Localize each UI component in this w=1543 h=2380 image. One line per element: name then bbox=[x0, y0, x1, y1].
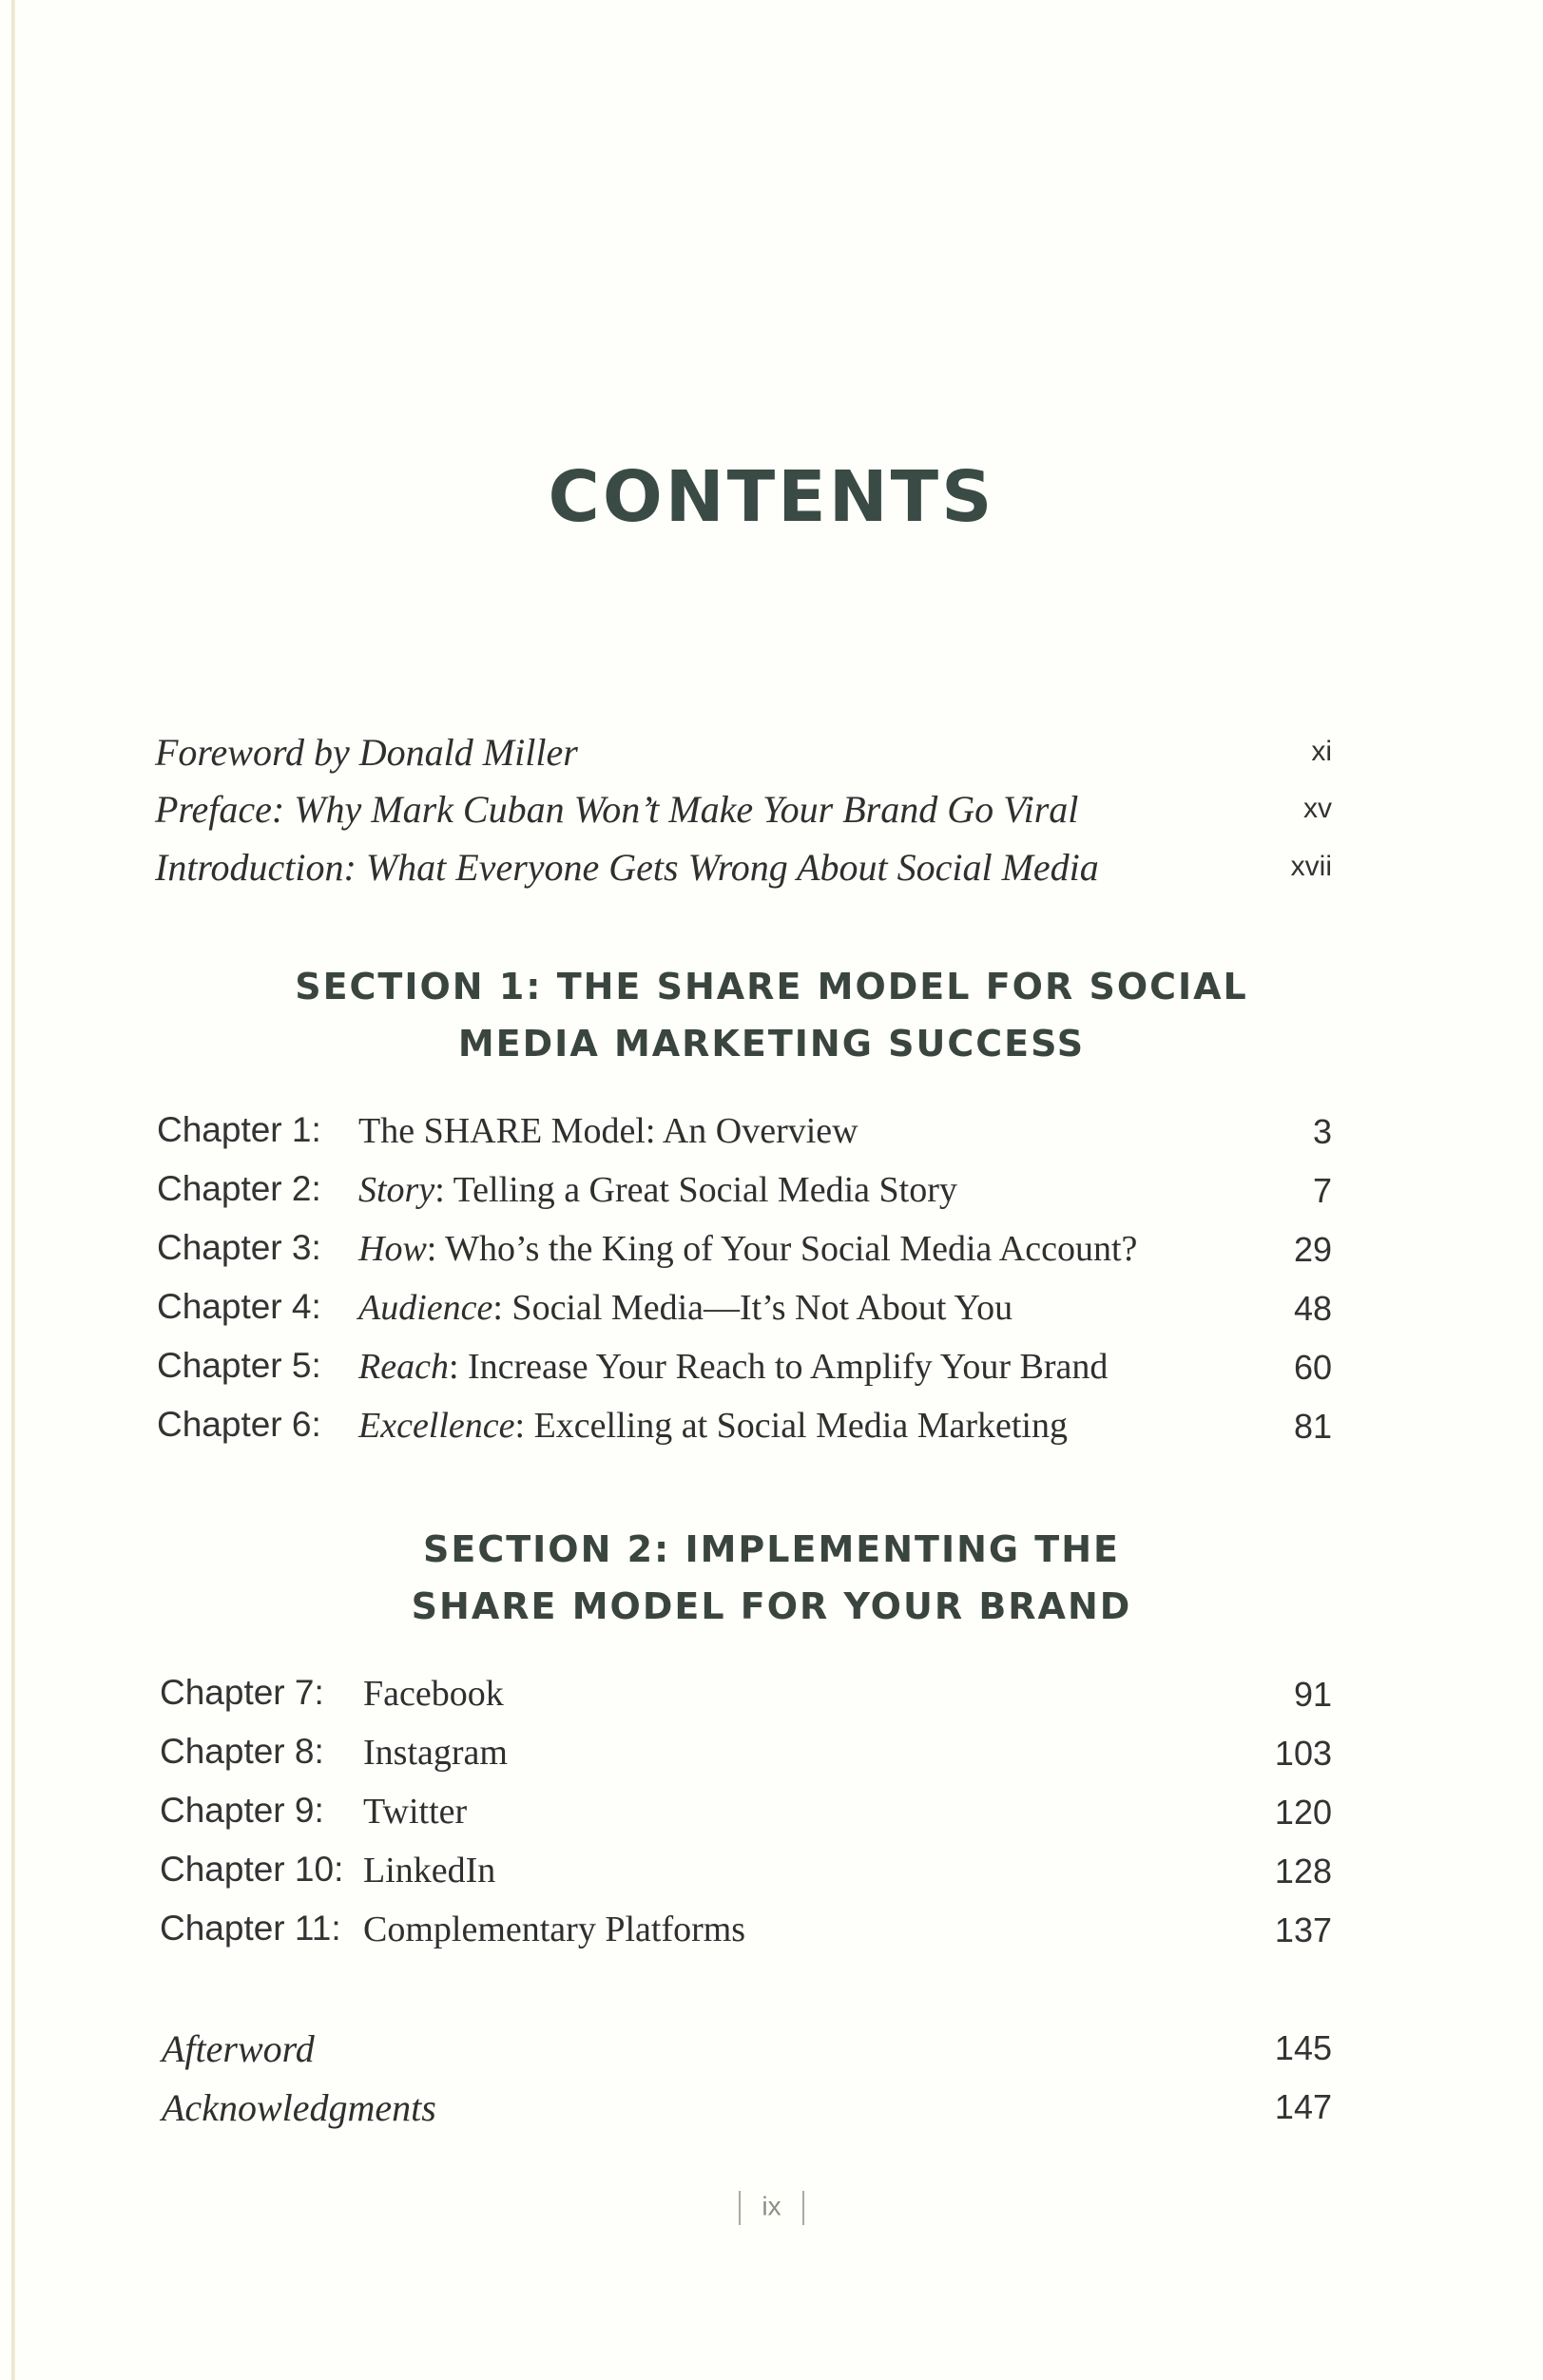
toc-entry-page: 145 bbox=[1274, 2028, 1332, 2067]
folio-divider-left bbox=[739, 2191, 741, 2225]
chapter-page: 128 bbox=[1274, 1852, 1332, 1891]
toc-chapter-11[interactable] bbox=[0, 1909, 1543, 1966]
toc-entry-title: Acknowledgments bbox=[162, 2086, 436, 2129]
chapter-page: 3 bbox=[1312, 1112, 1332, 1151]
chapter-keyword: Audience bbox=[358, 1288, 493, 1328]
toc-entry-title: Foreword by Donald Miller bbox=[155, 731, 578, 774]
chapter-page: 137 bbox=[1274, 1910, 1332, 1949]
toc-entry-title: Preface: Why Mark Cuban Won’t Make Your Brand Go Viral bbox=[155, 788, 1079, 831]
chapter-label: Chapter 8: bbox=[160, 1732, 324, 1771]
toc-entry-acknowledgments[interactable] bbox=[0, 2085, 1543, 2142]
toc-entry-foreword[interactable] bbox=[0, 730, 1543, 787]
chapter-keyword: Story bbox=[358, 1170, 435, 1210]
toc-chapter-7[interactable] bbox=[0, 1673, 1543, 1730]
toc-chapter-10[interactable] bbox=[0, 1850, 1543, 1907]
toc-chapter-4[interactable] bbox=[0, 1287, 1543, 1344]
chapter-title bbox=[358, 1405, 1068, 1447]
chapter-page: 81 bbox=[1293, 1407, 1332, 1446]
section-2-heading bbox=[0, 1521, 1543, 1635]
page-title: CONTENTS bbox=[548, 455, 995, 538]
chapter-title bbox=[358, 1169, 957, 1211]
chapter-page: 120 bbox=[1274, 1793, 1332, 1832]
chapter-title-text: Complementary Platforms bbox=[363, 1910, 746, 1949]
chapter-label: Chapter 2: bbox=[157, 1169, 321, 1208]
toc-chapter-1[interactable] bbox=[0, 1110, 1543, 1167]
chapter-keyword: Excellence bbox=[358, 1406, 515, 1446]
toc-chapter-5[interactable] bbox=[0, 1346, 1543, 1403]
chapter-title-text: : Social Media—It’s Not About You bbox=[492, 1288, 1013, 1328]
toc-entry-page: 147 bbox=[1274, 2087, 1332, 2126]
chapter-label: Chapter 7: bbox=[160, 1673, 324, 1712]
toc-entry-preface[interactable] bbox=[0, 787, 1543, 844]
page-number-text: ix bbox=[762, 2191, 781, 2221]
toc-entry-introduction[interactable] bbox=[0, 845, 1543, 902]
toc-chapter-8[interactable] bbox=[0, 1732, 1543, 1789]
toc-chapter-2[interactable] bbox=[0, 1169, 1543, 1226]
chapter-keyword: Reach bbox=[358, 1347, 449, 1387]
toc-chapter-9[interactable] bbox=[0, 1791, 1543, 1848]
chapter-title bbox=[363, 1850, 495, 1891]
section-heading-line: SECTION 1: THE SHARE MODEL FOR SOCIAL bbox=[295, 966, 1248, 1008]
section-heading-line: MEDIA MARKETING SUCCESS bbox=[457, 1023, 1086, 1065]
chapter-page: 29 bbox=[1293, 1230, 1332, 1269]
chapter-label: Chapter 9: bbox=[160, 1791, 324, 1830]
chapter-page: 7 bbox=[1312, 1171, 1332, 1210]
section-1-heading bbox=[0, 958, 1543, 1072]
toc-entry-afterword[interactable] bbox=[0, 2026, 1543, 2083]
chapter-title-text: Twitter bbox=[363, 1792, 468, 1832]
folio-divider-right bbox=[802, 2191, 804, 2225]
toc-entry-page: xvii bbox=[1290, 851, 1332, 882]
toc-entry-page: xv bbox=[1303, 793, 1332, 824]
chapter-title bbox=[358, 1287, 1013, 1329]
chapter-title-text: LinkedIn bbox=[363, 1851, 496, 1891]
section-heading-line: SECTION 2: IMPLEMENTING THE bbox=[423, 1528, 1120, 1570]
chapter-label: Chapter 6: bbox=[157, 1405, 321, 1444]
chapter-title-text: : Excelling at Social Media Marketing bbox=[514, 1406, 1068, 1446]
chapter-title-text: : Telling a Great Social Media Story bbox=[434, 1170, 957, 1210]
chapter-label: Chapter 11: bbox=[160, 1909, 341, 1948]
chapter-title bbox=[363, 1673, 504, 1715]
chapter-page: 91 bbox=[1293, 1675, 1332, 1714]
chapter-label: Chapter 3: bbox=[157, 1228, 321, 1267]
chapter-label: Chapter 5: bbox=[157, 1346, 321, 1385]
page-number bbox=[0, 2191, 1543, 2225]
chapter-keyword: How bbox=[358, 1229, 427, 1269]
chapter-label: Chapter 1: bbox=[157, 1110, 321, 1149]
chapter-title-text: Facebook bbox=[363, 1674, 504, 1714]
chapter-label: Chapter 10: bbox=[160, 1850, 344, 1889]
chapter-page: 48 bbox=[1293, 1289, 1332, 1328]
chapter-title bbox=[358, 1228, 1137, 1270]
chapter-title-text: Instagram bbox=[363, 1733, 508, 1773]
chapter-title bbox=[363, 1732, 508, 1774]
chapter-title-text: : Increase Your Reach to Amplify Your Brand bbox=[448, 1347, 1109, 1387]
chapter-page: 103 bbox=[1274, 1734, 1332, 1773]
toc-entry-page: xi bbox=[1311, 736, 1332, 767]
section-heading-line: SHARE MODEL FOR YOUR BRAND bbox=[411, 1585, 1132, 1627]
toc-entry-title: Afterword bbox=[162, 2027, 315, 2070]
chapter-title-text: The SHARE Model: An Overview bbox=[358, 1111, 858, 1151]
toc-chapter-3[interactable] bbox=[0, 1228, 1543, 1285]
chapter-title bbox=[363, 1909, 745, 1950]
toc-entry-title: Introduction: What Everyone Gets Wrong About Social Media bbox=[155, 846, 1099, 889]
chapter-page: 60 bbox=[1293, 1348, 1332, 1387]
chapter-title bbox=[358, 1110, 858, 1152]
chapter-title bbox=[363, 1791, 467, 1833]
chapter-title bbox=[358, 1346, 1108, 1388]
chapter-label: Chapter 4: bbox=[157, 1287, 321, 1326]
toc-chapter-6[interactable] bbox=[0, 1405, 1543, 1462]
chapter-title-text: : Who’s the King of Your Social Media Account? bbox=[426, 1229, 1138, 1269]
